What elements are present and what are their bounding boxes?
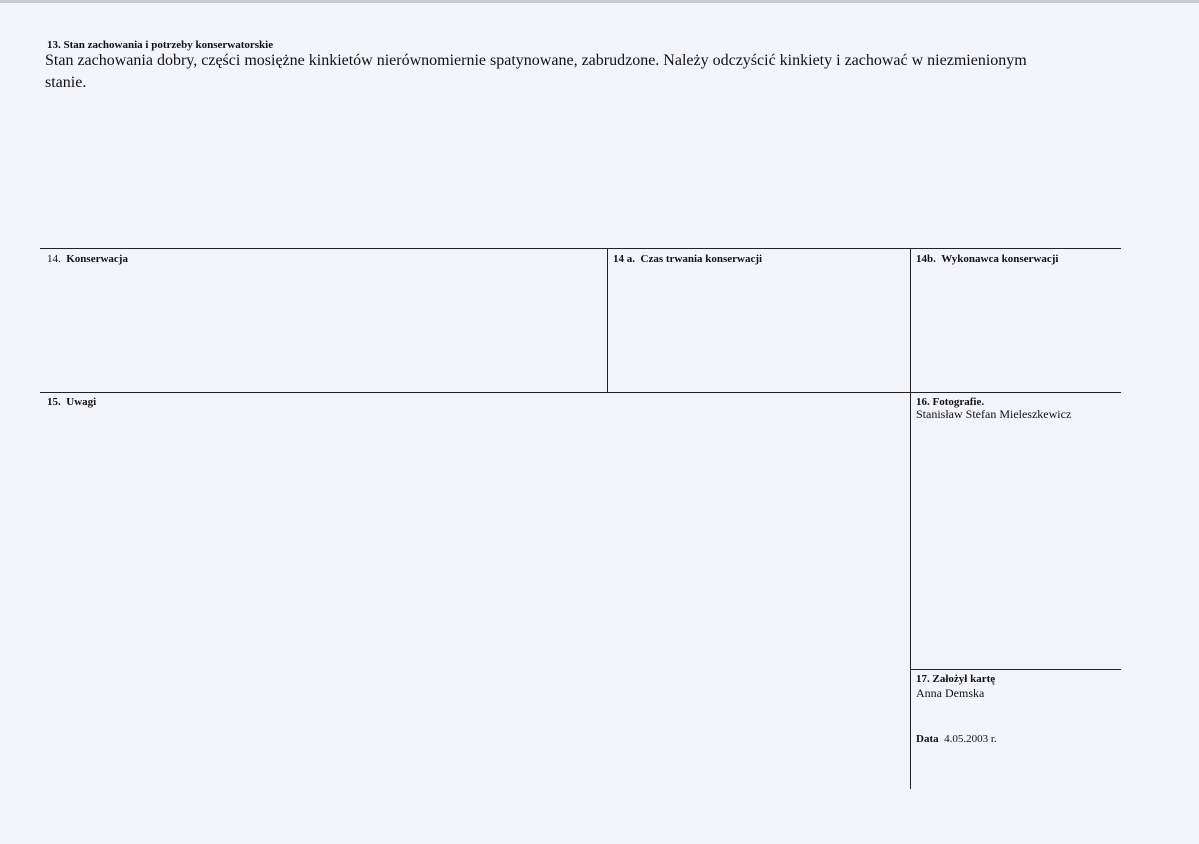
section-17-heading: 17. Założył kartę	[916, 673, 996, 685]
section-14b-number: 14b.	[916, 253, 936, 265]
section-17-value: Anna Demska	[916, 686, 985, 700]
scan-edge	[0, 0, 1199, 3]
section-13-text	[45, 50, 1027, 94]
section-13-number: 13.	[47, 39, 61, 51]
section-14a-number: 14 a.	[613, 253, 635, 265]
section-17-date	[916, 733, 997, 745]
section-14-heading	[47, 253, 128, 265]
section-17-date-label: Data	[916, 733, 939, 745]
section-14b-heading	[916, 253, 1058, 265]
section-17-date-value: 4.05.2003 r.	[944, 733, 997, 745]
section-13-label: Stan zachowania i potrzeby konserwatorskie	[63, 39, 274, 51]
section-16-heading: 16. Fotografie.	[916, 396, 985, 408]
row-15-top-border	[40, 392, 1121, 393]
section-14a-label: Czas trwania konserwacji	[640, 253, 763, 265]
section-14b-label: Wykonawca konserwacji	[941, 253, 1059, 265]
col-14b-divider	[910, 248, 911, 789]
section-15-heading	[47, 396, 96, 408]
section-14-label: Konserwacja	[66, 253, 128, 265]
row-17-top-border	[910, 669, 1121, 670]
section-15-label: Uwagi	[66, 396, 97, 408]
section-15-number: 15.	[47, 396, 61, 408]
section-16-value: Stanisław Stefan Mieleszkewicz	[916, 407, 1072, 421]
row-14-top-border	[40, 248, 1121, 249]
section-14a-heading	[613, 253, 762, 265]
section-13-text-line-2: stanie.	[45, 74, 87, 91]
section-13-text-line-1: Stan zachowania dobry, części mosiężne kinkietów nierównomiernie spatynowane, zabrudzone. Należy odczyścić kinkiety i zachować w niezmienionym	[45, 52, 1027, 69]
col-14a-divider	[607, 248, 608, 392]
section-14-number: 14.	[47, 253, 61, 265]
